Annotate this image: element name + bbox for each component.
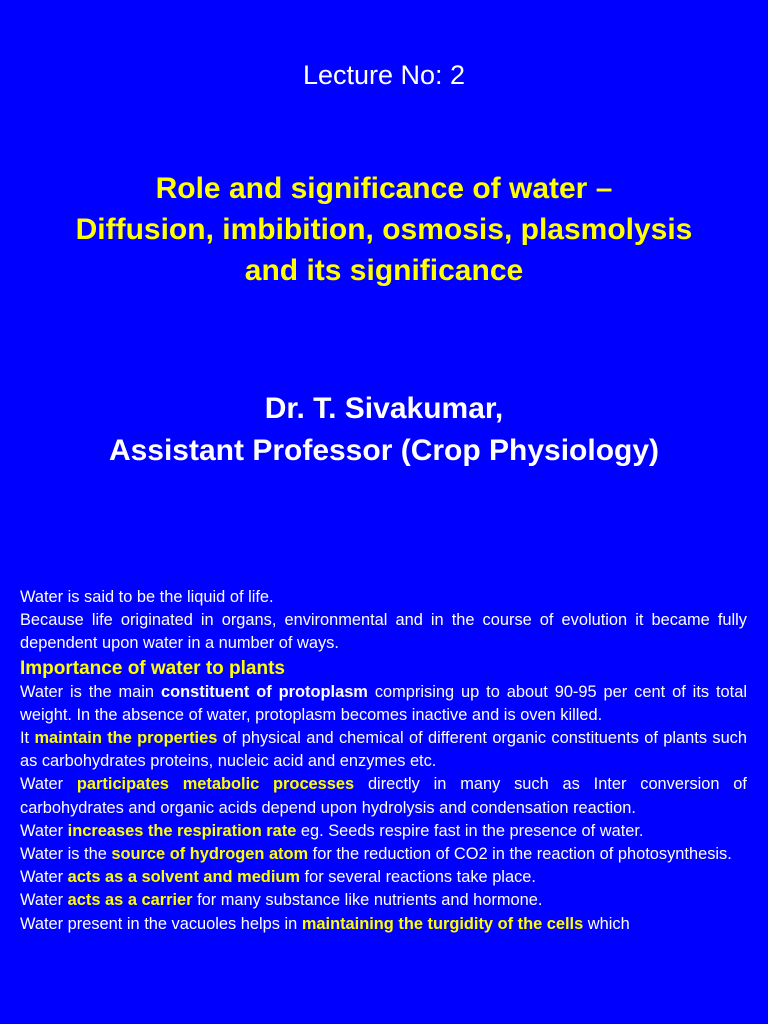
title-line: Diffusion, imbibition, osmosis, plasmolysis <box>75 213 693 246</box>
point-text: for several reactions take place. <box>299 868 536 887</box>
point-text: eg. Seeds respire fast in the presence of water. <box>296 821 644 840</box>
point-emphasis: source of hydrogen atom <box>111 845 309 864</box>
author-name: Dr. T. Sivakumar, <box>264 392 504 425</box>
point-text: of physical and chemical of different organic constituents of plants such as carbohydrates proteins, nucleic acid and enzymes etc. <box>20 729 747 771</box>
point-paragraph <box>20 889 747 912</box>
point-emphasis: acts as a solvent and medium <box>67 868 300 887</box>
point-paragraph <box>20 681 747 727</box>
point-emphasis: participates metabolic processes <box>76 775 355 794</box>
content-slide <box>20 586 747 936</box>
point-text: Water present in the vacuoles helps in <box>20 914 302 933</box>
author-block <box>0 388 768 472</box>
point-text: Water is the main <box>20 682 161 701</box>
point-text: Water <box>20 775 77 794</box>
point-text: comprising up to about 90-95 per cent of its total weight. In the absence of water, protoplasm becomes inactive and is oven killed. <box>20 682 747 724</box>
section-heading: Importance of water to plants <box>20 657 285 679</box>
point-text: Water <box>20 868 68 887</box>
point-paragraph <box>20 866 747 889</box>
point-emphasis: constituent of protoplasm <box>160 682 368 701</box>
point-text: Water is the <box>20 845 112 864</box>
point-paragraph <box>20 773 747 819</box>
intro-paragraph: Because life originated in organs, environmental and in the course of evolution it became fully dependent upon water in a number of ways. <box>20 611 747 653</box>
point-text: Water <box>20 891 68 910</box>
point-text: for many substance like nutrients and hormone. <box>192 891 543 910</box>
point-text: It <box>20 729 35 748</box>
lecture-number: Lecture No: 2 <box>302 60 466 90</box>
point-emphasis: maintain the properties <box>34 729 218 748</box>
intro-paragraph: Water is said to be the liquid of life. <box>20 588 274 606</box>
point-paragraph <box>20 913 747 936</box>
point-emphasis: acts as a carrier <box>67 891 193 910</box>
author-position: Assistant Professor (Crop Physiology) <box>108 434 660 467</box>
point-text: which <box>583 914 630 933</box>
point-paragraph <box>20 727 747 773</box>
lecture-title <box>0 168 768 291</box>
point-text: directly in many such as Inter conversion of carbohydrates and organic acids depend upon hydrolysis and condensation reaction. <box>20 775 747 817</box>
title-line: and its significance <box>244 254 524 287</box>
point-paragraph <box>20 843 747 866</box>
point-emphasis: maintaining the turgidity of the cells <box>301 914 584 933</box>
title-line: Role and significance of water – <box>155 172 613 205</box>
point-text: Water <box>20 821 68 840</box>
point-text: for the reduction of CO2 in the reaction of photosynthesis. <box>308 845 732 864</box>
point-emphasis: increases the respiration rate <box>67 821 297 840</box>
point-paragraph <box>20 820 747 843</box>
